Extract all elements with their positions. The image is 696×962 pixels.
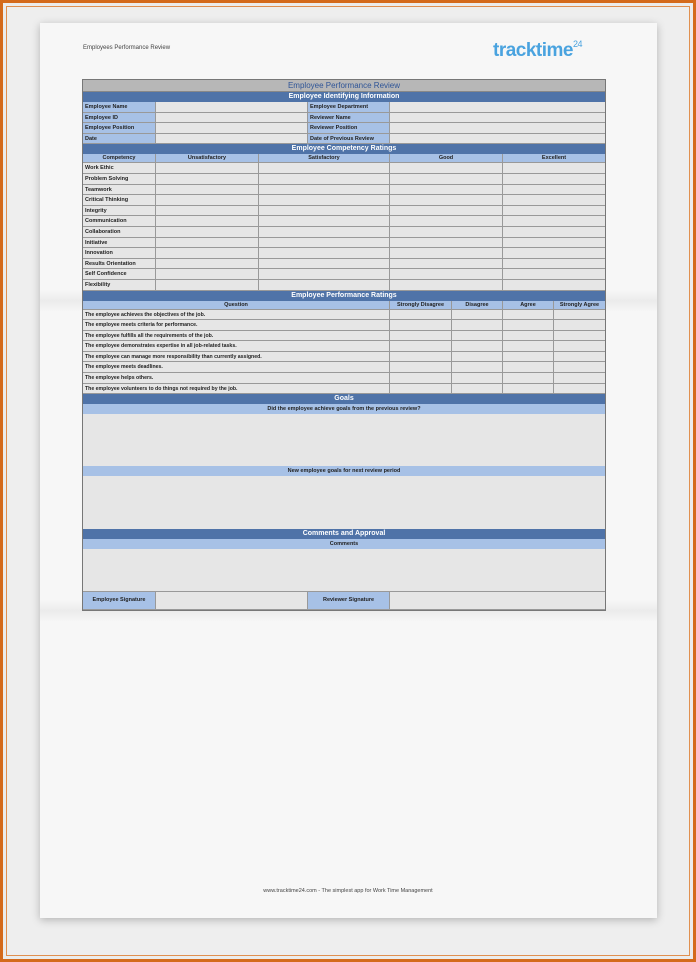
performance-question: The employee can manage more responsibility than currently assigned.: [83, 352, 390, 363]
agreement-cell[interactable]: [554, 352, 605, 363]
agreement-cell[interactable]: [554, 341, 605, 352]
performance-row: [83, 310, 605, 321]
performance-question: The employee achieves the objectives of the job.: [83, 310, 390, 321]
competency-column-header: Unsatisfactory: [156, 154, 259, 163]
competency-row: [83, 185, 605, 196]
rating-cell[interactable]: [390, 206, 503, 217]
rating-cell[interactable]: [390, 248, 503, 259]
performance-header-row: [83, 301, 605, 310]
identifying-value-field[interactable]: [390, 123, 605, 134]
agreement-cell[interactable]: [503, 384, 554, 395]
rating-cell[interactable]: [259, 163, 390, 174]
previous-goals-field[interactable]: [83, 414, 605, 466]
agreement-cell[interactable]: [390, 331, 452, 342]
performance-row: [83, 341, 605, 352]
competency-row: [83, 269, 605, 280]
competency-row: [83, 238, 605, 249]
agreement-cell[interactable]: [503, 320, 554, 331]
identifying-table: [83, 102, 605, 144]
agreement-cell[interactable]: [452, 331, 503, 342]
agreement-cell[interactable]: [503, 352, 554, 363]
performance-question: The employee volunteers to do things not required by the job.: [83, 384, 390, 395]
signature-row: [83, 591, 605, 610]
agreement-cell[interactable]: [503, 373, 554, 384]
reviewer-signature-field[interactable]: [390, 592, 605, 610]
competency-name: Self Confidence: [83, 269, 156, 280]
competency-table: [83, 154, 605, 290]
agreement-cell[interactable]: [452, 320, 503, 331]
competency-row: [83, 248, 605, 259]
identifying-label: Employee Position: [83, 123, 156, 134]
competency-column-header: Excellent: [503, 154, 605, 163]
performance-column-header: Question: [83, 301, 390, 310]
identifying-label: Employee Department: [308, 102, 390, 113]
competency-column-header: Satisfactory: [259, 154, 390, 163]
identifying-value-field[interactable]: [156, 113, 308, 124]
performance-row: [83, 362, 605, 373]
identifying-value-field[interactable]: [390, 102, 605, 113]
identifying-row: [83, 123, 605, 134]
agreement-cell[interactable]: [390, 384, 452, 395]
competency-row: [83, 163, 605, 174]
rating-cell[interactable]: [390, 238, 503, 249]
section-performance-heading: Employee Performance Ratings: [83, 291, 605, 301]
competency-row: [83, 280, 605, 291]
competency-name: Work Ethic: [83, 163, 156, 174]
identifying-row: [83, 134, 605, 145]
competency-name: Integrity: [83, 206, 156, 217]
competency-row: [83, 206, 605, 217]
section-competency-heading: Employee Competency Ratings: [83, 144, 605, 154]
identifying-label: Employee ID: [83, 113, 156, 124]
competency-name: Teamwork: [83, 185, 156, 196]
competency-header-row: [83, 154, 605, 163]
agreement-cell[interactable]: [452, 310, 503, 321]
rating-cell[interactable]: [259, 227, 390, 238]
rating-cell[interactable]: [390, 259, 503, 270]
competency-name: Communication: [83, 216, 156, 227]
agreement-cell[interactable]: [390, 352, 452, 363]
document-header-title: Employees Performance Review: [83, 45, 171, 51]
rating-cell[interactable]: [503, 248, 605, 259]
section-identifying-heading: Employee Identifying Information: [83, 92, 605, 102]
rating-cell[interactable]: [390, 195, 503, 206]
competency-name: Results Orientation: [83, 259, 156, 270]
rating-cell[interactable]: [259, 259, 390, 270]
comments-field[interactable]: [83, 549, 605, 591]
competency-row: [83, 227, 605, 238]
identifying-value-field[interactable]: [390, 113, 605, 124]
agreement-cell[interactable]: [390, 373, 452, 384]
rating-cell[interactable]: [503, 227, 605, 238]
agreement-cell[interactable]: [503, 341, 554, 352]
performance-row: [83, 331, 605, 342]
section-approval-heading: Comments and Approval: [83, 529, 605, 539]
rating-cell[interactable]: [156, 174, 259, 185]
rating-cell[interactable]: [503, 238, 605, 249]
previous-goals-question: Did the employee achieve goals from the previous review?: [83, 404, 605, 414]
performance-row: [83, 352, 605, 363]
performance-column-header: Disagree: [452, 301, 503, 310]
rating-cell[interactable]: [259, 238, 390, 249]
agreement-cell[interactable]: [554, 384, 605, 395]
agreement-cell[interactable]: [452, 352, 503, 363]
performance-column-header: Strongly Disagree: [390, 301, 452, 310]
agreement-cell[interactable]: [554, 373, 605, 384]
performance-question: The employee meets deadlines.: [83, 362, 390, 373]
agreement-cell[interactable]: [390, 320, 452, 331]
rating-cell[interactable]: [390, 280, 503, 291]
logo-superscript: 24: [573, 38, 583, 49]
rating-cell[interactable]: [156, 269, 259, 280]
performance-question: The employee helps others.: [83, 373, 390, 384]
competency-name: Collaboration: [83, 227, 156, 238]
competency-row: [83, 174, 605, 185]
tracktime-logo: [493, 40, 582, 62]
section-goals-heading: Goals: [83, 394, 605, 404]
performance-row: [83, 373, 605, 384]
competency-name: Initiative: [83, 238, 156, 249]
identifying-value-field[interactable]: [156, 102, 308, 113]
rating-cell[interactable]: [259, 216, 390, 227]
agreement-cell[interactable]: [452, 384, 503, 395]
agreement-cell[interactable]: [503, 331, 554, 342]
rating-cell[interactable]: [503, 269, 605, 280]
employee-signature-label: Employee Signature: [83, 592, 156, 610]
rating-cell[interactable]: [156, 259, 259, 270]
competency-column-header: Good: [390, 154, 503, 163]
performance-column-header: Agree: [503, 301, 554, 310]
rating-cell[interactable]: [156, 206, 259, 217]
rating-cell[interactable]: [503, 280, 605, 291]
agreement-cell[interactable]: [390, 341, 452, 352]
rating-cell[interactable]: [156, 216, 259, 227]
performance-row: [83, 320, 605, 331]
identifying-label: Date: [83, 134, 156, 145]
performance-question: The employee fulfills all the requirements of the job.: [83, 331, 390, 342]
performance-question: The employee meets criteria for performance.: [83, 320, 390, 331]
rating-cell[interactable]: [259, 206, 390, 217]
rating-cell[interactable]: [390, 227, 503, 238]
new-goals-label: New employee goals for next review period: [83, 466, 605, 476]
form-title: Employee Performance Review: [83, 80, 605, 92]
rating-cell[interactable]: [259, 269, 390, 280]
agreement-cell[interactable]: [554, 320, 605, 331]
rating-cell[interactable]: [503, 216, 605, 227]
identifying-row: [83, 113, 605, 124]
logo-text: tracktime: [493, 40, 573, 61]
identifying-label: Date of Previous Review: [308, 134, 390, 145]
identifying-value-field[interactable]: [390, 134, 605, 145]
rating-cell[interactable]: [390, 269, 503, 280]
competency-name: Critical Thinking: [83, 195, 156, 206]
rating-cell[interactable]: [259, 195, 390, 206]
rating-cell[interactable]: [259, 185, 390, 196]
rating-cell[interactable]: [156, 248, 259, 259]
agreement-cell[interactable]: [554, 362, 605, 373]
agreement-cell[interactable]: [452, 341, 503, 352]
employee-signature-field[interactable]: [156, 592, 308, 610]
rating-cell[interactable]: [503, 174, 605, 185]
rating-cell[interactable]: [503, 259, 605, 270]
agreement-cell[interactable]: [554, 310, 605, 321]
performance-review-form: [82, 79, 606, 611]
agreement-cell[interactable]: [452, 373, 503, 384]
identifying-label: Reviewer Position: [308, 123, 390, 134]
rating-cell[interactable]: [390, 216, 503, 227]
rating-cell[interactable]: [390, 185, 503, 196]
performance-question: The employee demonstrates expertise in all job-related tasks.: [83, 341, 390, 352]
new-goals-field[interactable]: [83, 476, 605, 529]
competency-name: Flexibility: [83, 280, 156, 291]
agreement-cell[interactable]: [554, 331, 605, 342]
competency-row: [83, 195, 605, 206]
competency-row: [83, 259, 605, 270]
rating-cell[interactable]: [156, 227, 259, 238]
identifying-label: Employee Name: [83, 102, 156, 113]
identifying-value-field[interactable]: [156, 123, 308, 134]
rating-cell[interactable]: [503, 195, 605, 206]
agreement-cell[interactable]: [390, 362, 452, 373]
performance-row: [83, 384, 605, 395]
rating-cell[interactable]: [156, 238, 259, 249]
agreement-cell[interactable]: [390, 310, 452, 321]
identifying-row: [83, 102, 605, 113]
competency-row: [83, 216, 605, 227]
rating-cell[interactable]: [156, 163, 259, 174]
identifying-value-field[interactable]: [156, 134, 308, 145]
performance-column-header: Strongly Agree: [554, 301, 605, 310]
page-footer: www.tracktime24.com - The simplest app for Work Time Management: [263, 888, 433, 894]
rating-cell[interactable]: [259, 280, 390, 291]
rating-cell[interactable]: [259, 248, 390, 259]
rating-cell[interactable]: [156, 185, 259, 196]
reviewer-signature-label: Reviewer Signature: [308, 592, 390, 610]
rating-cell[interactable]: [503, 163, 605, 174]
competency-name: Problem Solving: [83, 174, 156, 185]
competency-name: Innovation: [83, 248, 156, 259]
identifying-label: Reviewer Name: [308, 113, 390, 124]
agreement-cell[interactable]: [503, 362, 554, 373]
rating-cell[interactable]: [259, 174, 390, 185]
agreement-cell[interactable]: [452, 362, 503, 373]
competency-column-header: Competency: [83, 154, 156, 163]
rating-cell[interactable]: [156, 195, 259, 206]
rating-cell[interactable]: [503, 206, 605, 217]
rating-cell[interactable]: [156, 280, 259, 291]
rating-cell[interactable]: [390, 174, 503, 185]
rating-cell[interactable]: [390, 163, 503, 174]
rating-cell[interactable]: [503, 185, 605, 196]
agreement-cell[interactable]: [503, 310, 554, 321]
performance-table: [83, 301, 605, 395]
comments-label: Comments: [83, 539, 605, 549]
